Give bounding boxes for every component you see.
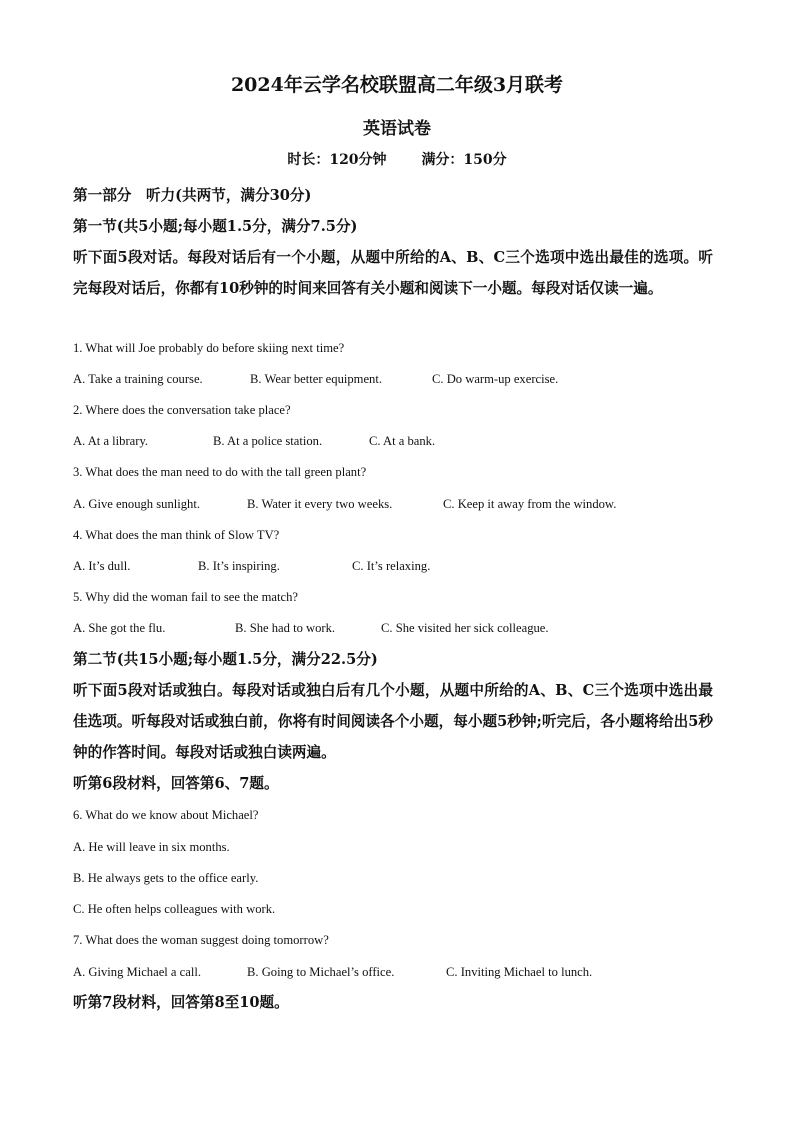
question-6-option-c: C. He often helps colleagues with work. [73,902,276,916]
question-7-options [73,964,723,980]
question-5: 5. Why did the woman fail to see the match? [73,590,298,604]
option-b: B. Going to Michael’s office. [247,965,395,979]
option-b: B. At a police station. [213,434,323,448]
option-a: A. At a library. [73,434,149,448]
exam-title: 2024年云学名校联盟高二年级3月联考 [230,74,564,96]
option-c: C. Do warm-up exercise. [432,372,559,386]
option-c: C. Inviting Michael to lunch. [446,965,593,979]
option-a: A. Give enough sunlight. [73,497,200,511]
question-4: 4. What does the man think of Slow TV? [73,528,280,542]
exam-meta [0,149,794,169]
question-6-option-a: A. He will leave in six months. [73,840,230,854]
question-7: 7. What does the woman suggest doing tomorrow? [73,933,329,947]
question-6: 6. What do we know about Michael? [73,808,259,822]
option-c: C. Keep it away from the window. [443,497,617,511]
question-3: 3. What does the man need to do with the tall green plant? [73,465,367,479]
option-a: A. Giving Michael a call. [73,965,201,979]
exam-score: 满分：150分 [421,152,507,168]
section2-heading: 第二节(共15小题;每小题1.5分，满分22.5分) [73,651,378,668]
option-c: C. It’s relaxing. [352,559,431,573]
question-2-options [73,433,723,449]
question-1-options [73,371,723,387]
exam-subject: 英语试卷 [363,119,431,139]
option-c: C. At a bank. [369,434,436,448]
option-b: B. Wear better equipment. [250,372,382,386]
section1-instructions: 听下面5段对话。每段对话后有一个小题，从题中所给的A、B、C三个选项中选出最佳的选项。听完每段对话后，你都有10秒钟的时间来回答有关小题和阅读下一小题。每段对话仅读一遍。 [73,249,713,297]
part1-heading: 第一部分 听力(共两节，满分30分) [73,187,312,204]
question-5-options [73,620,723,636]
question-1: 1. What will Joe probably do before skiing next time? [73,341,345,355]
material-6-heading: 听第6段材料，回答第6、7题。 [73,775,279,792]
option-b: B. It’s inspiring. [198,559,280,573]
question-4-options [73,558,723,574]
option-b: B. Water it every two weeks. [247,497,393,511]
option-a: A. Take a training course. [73,372,203,386]
option-a: A. She got the flu. [73,621,166,635]
question-2: 2. Where does the conversation take place? [73,403,291,417]
question-6-option-b: B. He always gets to the office early. [73,871,259,885]
option-a: A. It’s dull. [73,559,131,573]
material-7-heading: 听第7段材料，回答第8至10题。 [73,994,289,1011]
option-b: B. She had to work. [235,621,336,635]
section1-heading: 第一节(共5小题;每小题1.5分，满分7.5分) [73,218,358,235]
option-c: C. She visited her sick colleague. [381,621,549,635]
exam-duration: 时长：120分钟 [287,152,387,168]
question-3-options [73,496,723,512]
section2-instructions: 听下面5段对话或独白。每段对话或独白后有几个小题，从题中所给的A、B、C三个选项中选出最佳选项。听每段对话或独白前，你将有时间阅读各个小题，每小题5秒钟;听完后，各小题将给出5秒钟的作答时间。每段对话或独白读两遍。 [73,682,713,761]
